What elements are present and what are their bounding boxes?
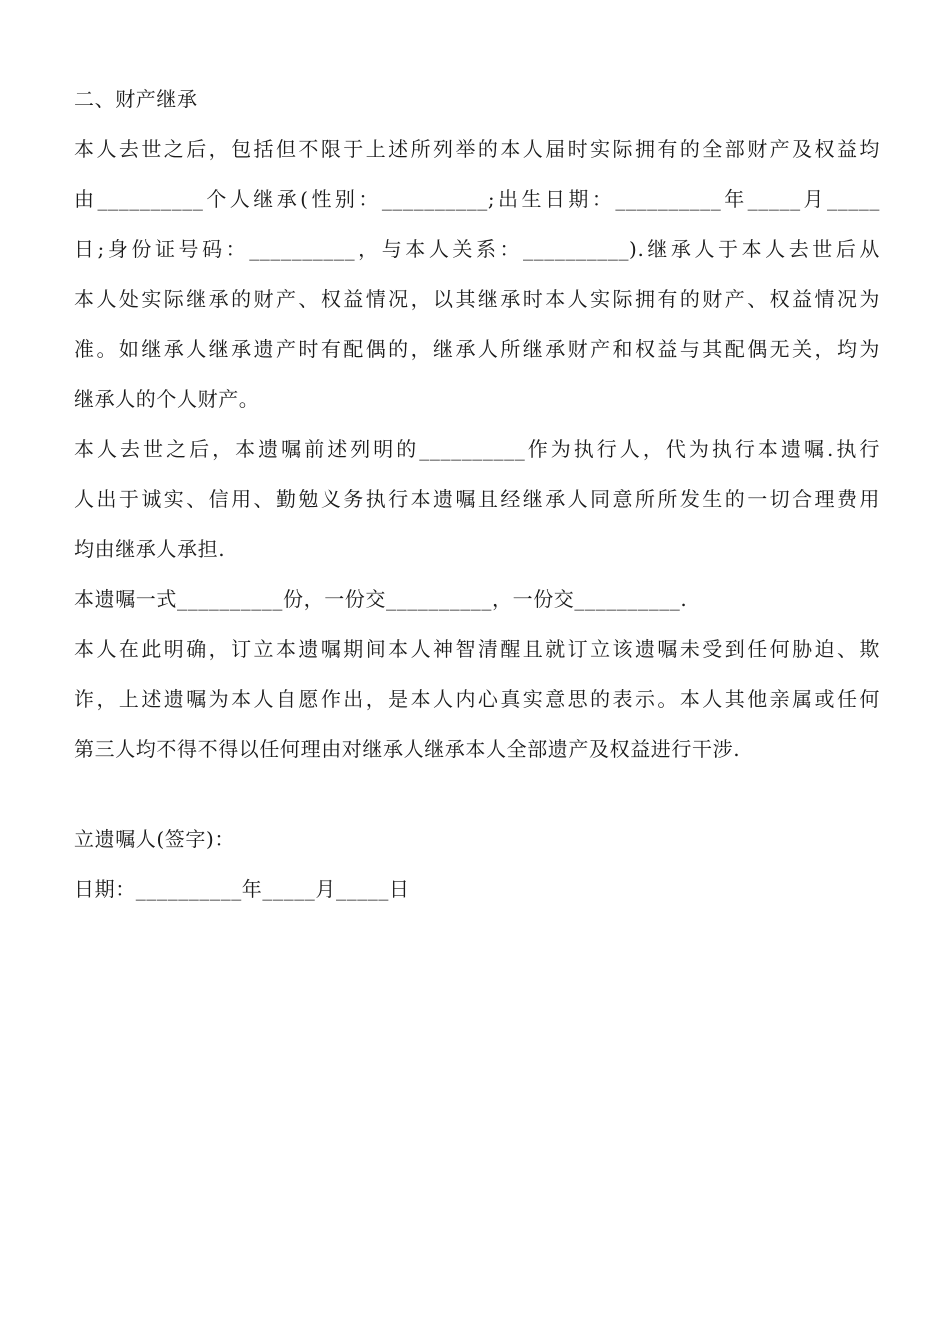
executor-paragraph (74, 424, 880, 574)
text-line: 由__________个人继承(性别：__________;出生日期：__________年_____月_____ (74, 187, 880, 211)
text-line: 本人去世之后，本遗嘱前述列明的__________作为执行人，代为执行本遗嘱.执行 (74, 437, 880, 461)
text-line: 日;身份证号码：__________，与本人关系：__________).继承人于本人去世后从 (74, 237, 880, 261)
signature-label: 立遗嘱人(签字)： (74, 827, 236, 851)
text-line: 本人去世之后，包括但不限于上述所列举的本人届时实际拥有的全部财产及权益均 (74, 137, 880, 161)
text-line: 准。如继承人继承遗产时有配偶的，继承人所继承财产和权益与其配偶无关，均为 (74, 337, 880, 361)
text-line: 本人在此明确，订立本遗嘱期间本人神智清醒且就订立该遗嘱未受到任何胁迫、欺 (74, 637, 880, 661)
text-line: 均由继承人承担. (74, 537, 226, 561)
text-line: 继承人的个人财产。 (74, 387, 260, 411)
text-line: 人出于诚实、信用、勤勉义务执行本遗嘱且经继承人同意所所发生的一切合理费用 (74, 487, 880, 511)
text-line: 本人处实际继承的财产、权益情况，以其继承时本人实际拥有的财产、权益情况为 (74, 287, 880, 311)
will-document (74, 74, 880, 914)
declaration-paragraph (74, 624, 880, 774)
copies-paragraph (74, 574, 880, 624)
spacer (74, 774, 880, 814)
text-line: 本遗嘱一式__________份，一份交__________，一份交__________. (74, 587, 688, 611)
text-line: 第三人均不得不得以任何理由对继承人继承本人全部遗产及权益进行干涉. (74, 737, 741, 761)
inheritance-paragraph (74, 124, 880, 424)
date-line: 日期：__________年_____月_____日 (74, 877, 410, 901)
section-heading: 二、财产继承 (74, 87, 198, 111)
text-line: 诈，上述遗嘱为本人自愿作出，是本人内心真实意思的表示。本人其他亲属或任何 (74, 687, 880, 711)
